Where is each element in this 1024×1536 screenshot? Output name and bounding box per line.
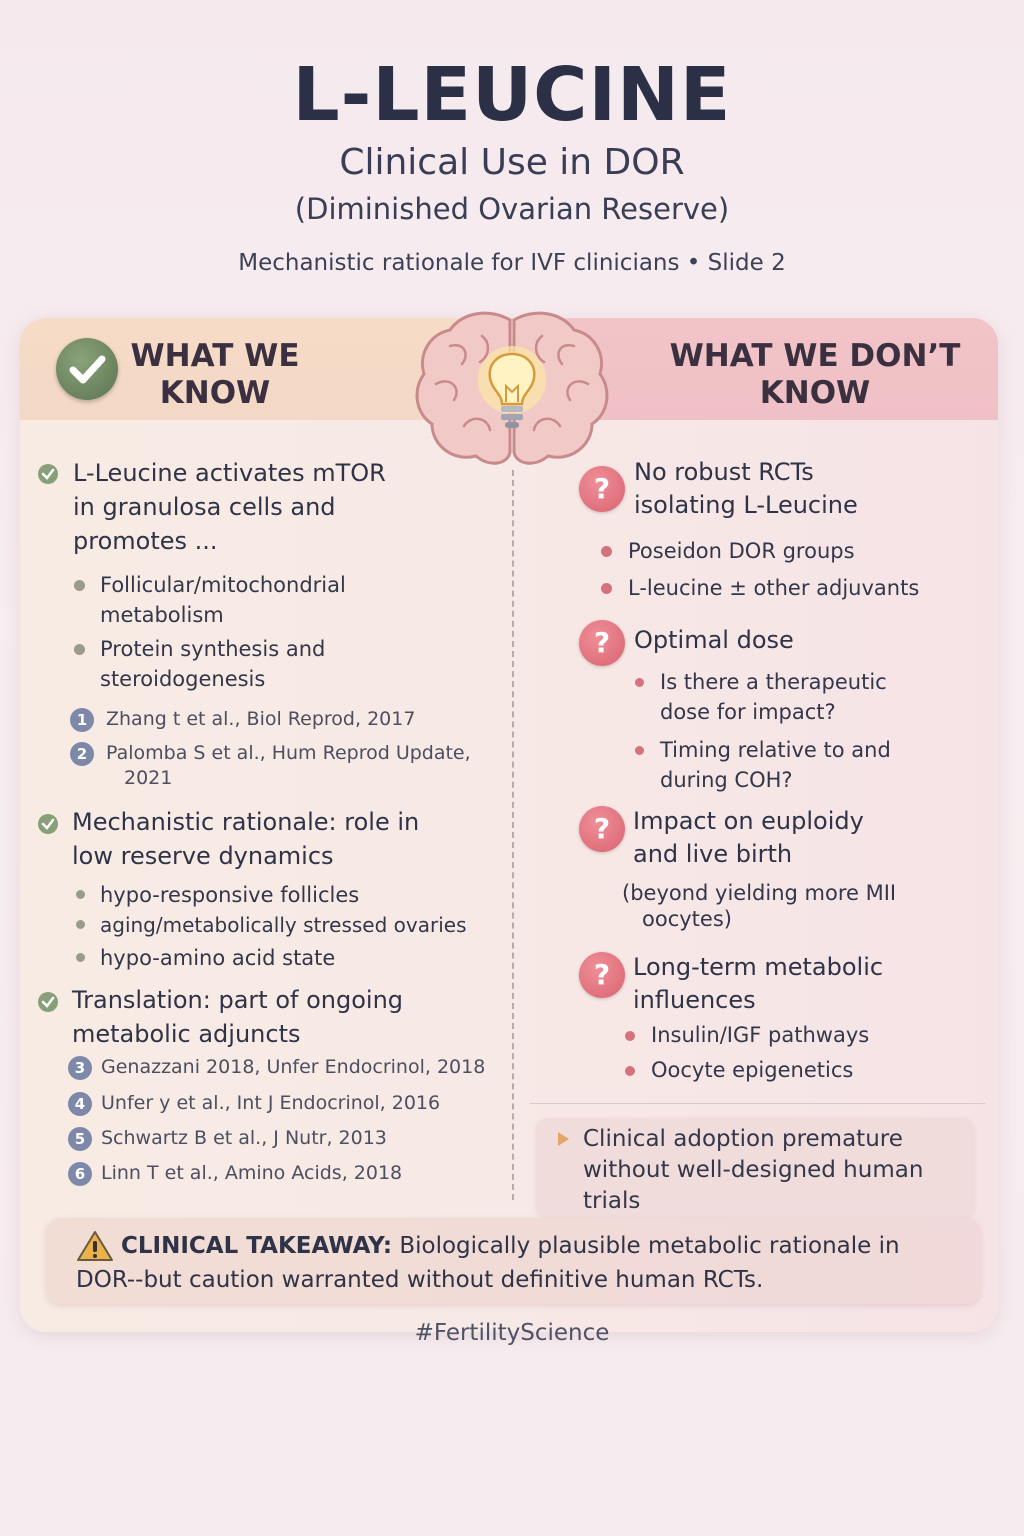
bullet-dot [601, 583, 612, 594]
takeaway-label: CLINICAL TAKEAWAY: [121, 1233, 393, 1259]
know-header [110, 338, 320, 412]
unknown-bullet-line: Timing relative to and [660, 738, 891, 762]
adoption-callout-text [583, 1124, 968, 1217]
know-point-2 [72, 805, 502, 873]
reference-number: 4 [68, 1092, 92, 1116]
know-bullet-line: steroidogenesis [100, 667, 266, 691]
bullet-dot [625, 1066, 635, 1076]
reference-number: 6 [68, 1162, 92, 1186]
tagline: Mechanistic rationale for IVF clinicians • Slide 2 [238, 250, 786, 276]
unknown-bullet [660, 667, 980, 727]
question-icon: ? [579, 620, 625, 666]
adoption-line: Clinical adoption premature [583, 1126, 903, 1152]
reference-number: 5 [68, 1127, 92, 1151]
know-point-1-line: in granulosa cells and [73, 493, 336, 521]
warning-icon [76, 1230, 114, 1262]
know-bullet-line: metabolism [100, 603, 224, 627]
unknown-bullet: Insulin/IGF pathways [651, 1023, 870, 1047]
reference-citation: Schwartz B et al., J Nutr, 2013 [101, 1127, 387, 1149]
question-icon: ? [579, 466, 625, 512]
check-icon [38, 992, 58, 1012]
check-icon [38, 464, 58, 484]
know-point-2-line: Mechanistic rationale: role in [72, 808, 420, 836]
unknown-bullet-line: during COH? [660, 768, 793, 792]
brain-lightbulb-icon [410, 306, 614, 470]
bullet-dot [635, 746, 644, 755]
reference-number: 3 [68, 1056, 92, 1080]
takeaway-line-2: DOR--but caution warranted without definitive human RCTs. [76, 1267, 764, 1293]
unknown-4 [633, 951, 978, 1017]
unknown-1-line: No robust RCTs [634, 458, 814, 486]
unknown-1 [634, 456, 974, 522]
unknown-3-line: and live birth [633, 840, 793, 868]
know-header-line1: WHAT WE [130, 338, 300, 374]
reference-line: Palomba S et al., Hum Reprod Update, [106, 742, 471, 764]
reference-line: 2021 [124, 767, 173, 789]
question-icon: ? [579, 952, 625, 998]
bullet-dot [74, 644, 85, 655]
reference-citation [106, 741, 506, 791]
unknown-bullet [660, 735, 980, 795]
bullet-dot [76, 953, 85, 962]
separator-line [530, 1103, 985, 1104]
column-divider [512, 470, 514, 1200]
unknown-2: Optimal dose [634, 626, 794, 654]
unknown-4-line: influences [633, 986, 756, 1014]
unknown-1-line: isolating L-Leucine [634, 491, 858, 519]
bullet-dot [625, 1031, 635, 1041]
page-title: L-LEUCINE [292, 52, 732, 138]
know-point-1-line: promotes ... [73, 527, 218, 555]
subtitle: Clinical Use in DOR [339, 142, 685, 183]
bullet-dot [76, 920, 85, 929]
takeaway-line-1 [121, 1229, 971, 1263]
bullet-dot [76, 890, 85, 899]
know-point-1-line: L-Leucine activates mTOR [73, 459, 386, 487]
know-point-3-line: Translation: part of ongoing [72, 986, 404, 1014]
unknown-3-line: Impact on euploidy [633, 807, 864, 835]
reference-citation: Linn T et al., Amino Acids, 2018 [101, 1162, 403, 1184]
unknown-bullet: Oocyte epigenetics [651, 1058, 854, 1082]
unknown-3-note-line: oocytes) [642, 907, 732, 931]
know-point-1 [73, 456, 493, 558]
bullet-dot [635, 678, 644, 687]
reference-citation: Unfer y et al., Int J Endocrinol, 2016 [101, 1092, 441, 1114]
unknown-3 [633, 805, 978, 871]
arrow-icon [558, 1132, 569, 1146]
subtitle-expansion: (Diminished Ovarian Reserve) [294, 192, 730, 226]
adoption-line: trials [583, 1188, 641, 1214]
unknown-bullet-line: dose for impact? [660, 700, 836, 724]
checkmark-icon [56, 338, 118, 400]
know-bullet: hypo-amino acid state [100, 946, 336, 970]
dont-know-header [640, 338, 990, 412]
bullet-dot [74, 580, 85, 591]
know-bullet [100, 570, 490, 630]
hashtag: #FertilityScience [414, 1320, 610, 1346]
reference-citation: Genazzani 2018, Unfer Endocrinol, 2018 [101, 1056, 486, 1078]
know-point-2-line: low reserve dynamics [72, 842, 334, 870]
question-icon: ? [579, 806, 625, 852]
check-icon [38, 814, 58, 834]
unknown-bullet: L-leucine ± other adjuvants [628, 576, 920, 600]
adoption-line: without well-designed human [583, 1157, 924, 1183]
unknown-4-line: Long-term metabolic [633, 953, 884, 981]
unknown-bullet-line: Is there a therapeutic [660, 670, 887, 694]
know-header-line2: KNOW [159, 375, 271, 411]
unknown-3-note [622, 878, 982, 934]
unknown-bullet: Poseidon DOR groups [628, 539, 855, 563]
know-bullet [100, 634, 490, 694]
know-bullet: hypo-responsive follicles [100, 883, 360, 907]
takeaway-text: Biologically plausible metabolic rationale in [399, 1233, 900, 1259]
reference-number: 1 [70, 708, 94, 732]
bullet-dot [601, 546, 612, 557]
unknown-3-note-line: (beyond yielding more MII [622, 881, 897, 905]
reference-citation: Zhang t et al., Biol Reprod, 2017 [106, 708, 416, 730]
dont-know-header-line2: KNOW [759, 375, 871, 411]
reference-number: 2 [70, 742, 94, 766]
know-bullet: aging/metabolically stressed ovaries [100, 913, 467, 937]
know-bullet-line: Protein synthesis and [100, 637, 326, 661]
know-bullet-line: Follicular/mitochondrial [100, 573, 346, 597]
dont-know-header-line1: WHAT WE DON’T [669, 338, 961, 374]
know-point-3 [72, 983, 502, 1051]
know-point-3-line: metabolic adjuncts [72, 1020, 301, 1048]
